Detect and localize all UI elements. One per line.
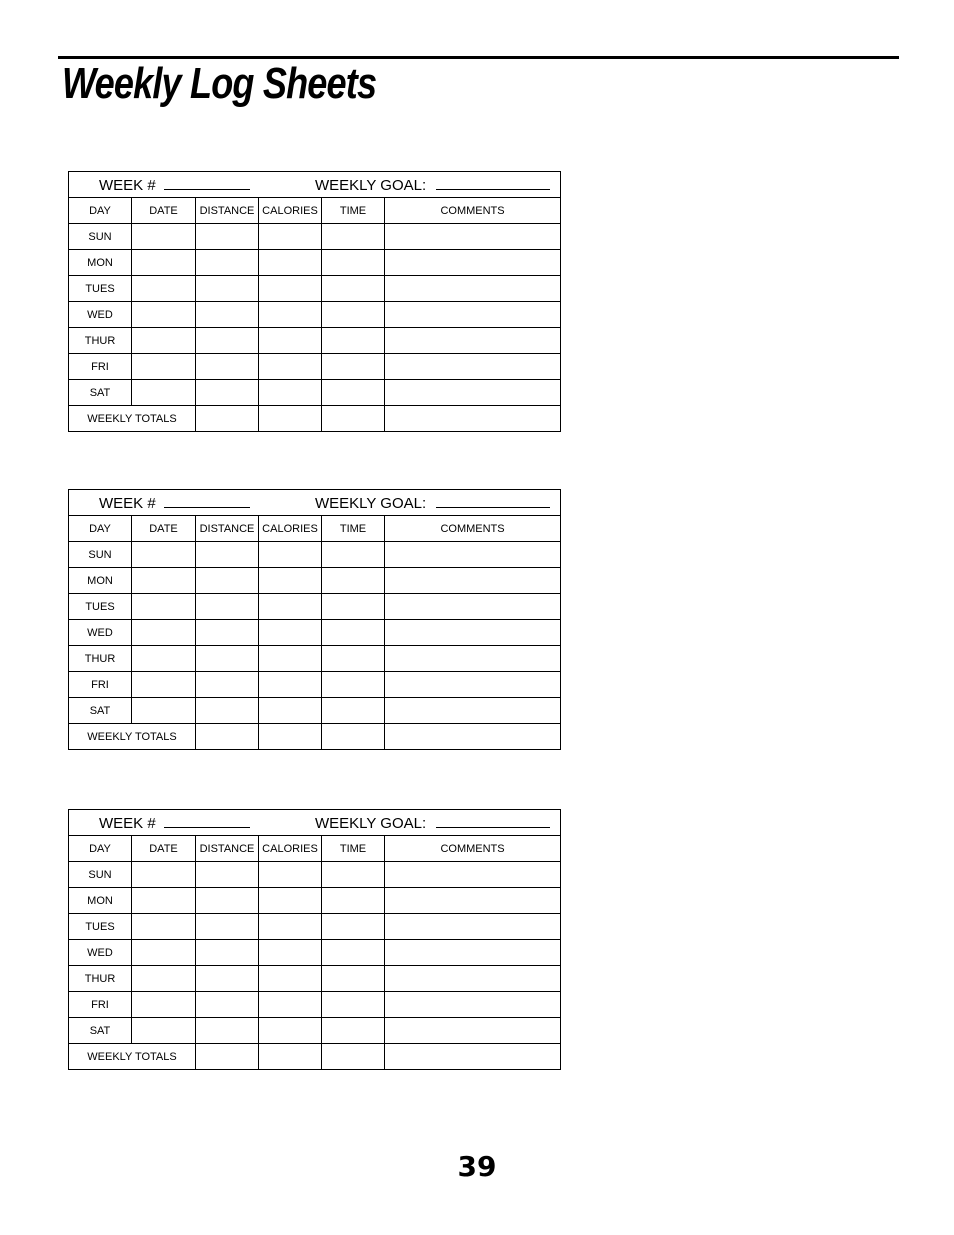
log-entry-cell[interactable] bbox=[196, 862, 259, 888]
total-entry-cell[interactable] bbox=[259, 1044, 322, 1070]
column-header: DATE bbox=[132, 836, 196, 862]
column-header: DISTANCE bbox=[196, 836, 259, 862]
log-entry-cell[interactable] bbox=[132, 646, 196, 672]
totals-row bbox=[69, 406, 561, 432]
log-entry-cell[interactable] bbox=[259, 594, 322, 620]
table-row bbox=[69, 862, 561, 888]
log-entry-cell[interactable] bbox=[196, 672, 259, 698]
log-entry-cell[interactable] bbox=[322, 966, 385, 992]
weekly-totals-label: WEEKLY TOTALS bbox=[69, 1044, 196, 1070]
log-entry-cell[interactable] bbox=[132, 380, 196, 406]
log-entry-cell[interactable] bbox=[196, 250, 259, 276]
week-number-label: WEEK # bbox=[99, 177, 156, 194]
log-entry-cell[interactable] bbox=[322, 888, 385, 914]
table-row bbox=[69, 1018, 561, 1044]
day-label: TUES bbox=[69, 914, 132, 940]
log-entry-cell[interactable] bbox=[385, 328, 561, 354]
log-entry-cell[interactable] bbox=[132, 328, 196, 354]
log-entry-cell[interactable] bbox=[132, 594, 196, 620]
total-entry-cell[interactable] bbox=[196, 406, 259, 432]
week-number-field[interactable] bbox=[164, 827, 250, 828]
log-entry-cell[interactable] bbox=[385, 380, 561, 406]
table-row bbox=[69, 672, 561, 698]
total-entry-cell[interactable] bbox=[322, 724, 385, 750]
day-label: WED bbox=[69, 620, 132, 646]
log-entry-cell[interactable] bbox=[196, 542, 259, 568]
total-entry-cell[interactable] bbox=[259, 406, 322, 432]
table-row bbox=[69, 302, 561, 328]
log-entry-cell[interactable] bbox=[259, 862, 322, 888]
total-entry-cell[interactable] bbox=[385, 406, 561, 432]
day-label: SAT bbox=[69, 1018, 132, 1044]
log-entry-cell[interactable] bbox=[132, 250, 196, 276]
total-entry-cell[interactable] bbox=[322, 1044, 385, 1070]
day-label: MON bbox=[69, 250, 132, 276]
log-entry-cell[interactable] bbox=[259, 672, 322, 698]
column-header: DAY bbox=[69, 836, 132, 862]
log-entry-cell[interactable] bbox=[196, 380, 259, 406]
log-entry-cell[interactable] bbox=[385, 940, 561, 966]
log-entry-cell[interactable] bbox=[196, 1018, 259, 1044]
log-entry-cell[interactable] bbox=[132, 992, 196, 1018]
log-entry-cell[interactable] bbox=[259, 542, 322, 568]
column-header: DISTANCE bbox=[196, 516, 259, 542]
log-entry-cell[interactable] bbox=[322, 992, 385, 1018]
day-label: SUN bbox=[69, 862, 132, 888]
table-row bbox=[69, 620, 561, 646]
column-header: DAY bbox=[69, 198, 132, 224]
log-entry-cell[interactable] bbox=[196, 302, 259, 328]
column-header: DATE bbox=[132, 198, 196, 224]
log-entry-cell[interactable] bbox=[385, 646, 561, 672]
day-label: FRI bbox=[69, 992, 132, 1018]
table-row bbox=[69, 250, 561, 276]
log-entry-cell[interactable] bbox=[196, 568, 259, 594]
log-entry-cell[interactable] bbox=[322, 620, 385, 646]
table-row bbox=[69, 698, 561, 724]
log-entry-cell[interactable] bbox=[322, 380, 385, 406]
weekly-goal-label: WEEKLY GOAL: bbox=[315, 495, 427, 512]
log-entry-cell[interactable] bbox=[196, 328, 259, 354]
log-entry-cell[interactable] bbox=[322, 672, 385, 698]
day-label: SAT bbox=[69, 698, 132, 724]
log-entry-cell[interactable] bbox=[322, 542, 385, 568]
log-entry-cell[interactable] bbox=[385, 620, 561, 646]
column-header: TIME bbox=[322, 836, 385, 862]
day-label: THUR bbox=[69, 966, 132, 992]
log-entry-cell[interactable] bbox=[132, 940, 196, 966]
log-entry-cell[interactable] bbox=[385, 914, 561, 940]
log-entry-cell[interactable] bbox=[132, 672, 196, 698]
total-entry-cell[interactable] bbox=[385, 724, 561, 750]
log-entry-cell[interactable] bbox=[385, 302, 561, 328]
table-row bbox=[69, 276, 561, 302]
log-entry-cell[interactable] bbox=[132, 354, 196, 380]
total-entry-cell[interactable] bbox=[322, 406, 385, 432]
column-header: TIME bbox=[322, 198, 385, 224]
weekly-totals-label: WEEKLY TOTALS bbox=[69, 724, 196, 750]
log-entry-cell[interactable] bbox=[385, 250, 561, 276]
log-entry-cell[interactable] bbox=[259, 698, 322, 724]
log-entry-cell[interactable] bbox=[322, 862, 385, 888]
log-entry-cell[interactable] bbox=[132, 1018, 196, 1044]
log-entry-cell[interactable] bbox=[385, 888, 561, 914]
log-entry-cell[interactable] bbox=[196, 940, 259, 966]
table-row bbox=[69, 224, 561, 250]
log-entry-cell[interactable] bbox=[132, 542, 196, 568]
log-entry-cell[interactable] bbox=[196, 276, 259, 302]
column-header: CALORIES bbox=[259, 836, 322, 862]
log-entry-cell[interactable] bbox=[259, 328, 322, 354]
log-entry-cell[interactable] bbox=[322, 698, 385, 724]
log-entry-cell[interactable] bbox=[385, 862, 561, 888]
log-entry-cell[interactable] bbox=[259, 914, 322, 940]
table-row bbox=[69, 992, 561, 1018]
log-entry-cell[interactable] bbox=[132, 620, 196, 646]
weekly-goal-field[interactable] bbox=[436, 189, 550, 190]
log-entry-cell[interactable] bbox=[322, 594, 385, 620]
table-row bbox=[69, 568, 561, 594]
log-entry-cell[interactable] bbox=[196, 594, 259, 620]
log-entry-cell[interactable] bbox=[385, 672, 561, 698]
day-label: THUR bbox=[69, 328, 132, 354]
log-entry-cell[interactable] bbox=[385, 966, 561, 992]
table-row bbox=[69, 914, 561, 940]
log-entry-cell[interactable] bbox=[322, 224, 385, 250]
log-entry-cell[interactable] bbox=[196, 620, 259, 646]
column-header: DISTANCE bbox=[196, 198, 259, 224]
day-label: THUR bbox=[69, 646, 132, 672]
log-entry-cell[interactable] bbox=[385, 542, 561, 568]
weekly-goal-field[interactable] bbox=[436, 827, 550, 828]
log-entry-cell[interactable] bbox=[259, 1018, 322, 1044]
column-header: CALORIES bbox=[259, 198, 322, 224]
day-label: SAT bbox=[69, 380, 132, 406]
day-label: TUES bbox=[69, 594, 132, 620]
log-entry-cell[interactable] bbox=[322, 250, 385, 276]
page-number: 39 bbox=[457, 1150, 497, 1183]
day-label: MON bbox=[69, 888, 132, 914]
log-entry-cell[interactable] bbox=[196, 888, 259, 914]
week-header bbox=[69, 172, 561, 198]
log-entry-cell[interactable] bbox=[385, 224, 561, 250]
log-entry-cell[interactable] bbox=[385, 992, 561, 1018]
log-entry-cell[interactable] bbox=[322, 302, 385, 328]
log-entry-cell[interactable] bbox=[259, 992, 322, 1018]
log-entry-cell[interactable] bbox=[132, 568, 196, 594]
log-entry-cell[interactable] bbox=[322, 914, 385, 940]
log-entry-cell[interactable] bbox=[385, 1018, 561, 1044]
log-entry-cell[interactable] bbox=[385, 568, 561, 594]
log-entry-cell[interactable] bbox=[259, 620, 322, 646]
log-entry-cell[interactable] bbox=[322, 568, 385, 594]
total-entry-cell[interactable] bbox=[196, 724, 259, 750]
column-header: COMMENTS bbox=[385, 516, 561, 542]
log-entry-cell[interactable] bbox=[322, 646, 385, 672]
total-entry-cell[interactable] bbox=[259, 724, 322, 750]
table-row bbox=[69, 380, 561, 406]
table-row bbox=[69, 888, 561, 914]
weekly-goal-field[interactable] bbox=[436, 507, 550, 508]
log-entry-cell[interactable] bbox=[259, 354, 322, 380]
log-entry-cell[interactable] bbox=[322, 1018, 385, 1044]
log-entry-cell[interactable] bbox=[322, 328, 385, 354]
weekly-log-table bbox=[68, 171, 561, 432]
log-entry-cell[interactable] bbox=[259, 888, 322, 914]
total-entry-cell[interactable] bbox=[385, 1044, 561, 1070]
week-number-field[interactable] bbox=[164, 507, 250, 508]
log-entry-cell[interactable] bbox=[259, 966, 322, 992]
log-entry-cell[interactable] bbox=[322, 940, 385, 966]
week-number-label: WEEK # bbox=[99, 815, 156, 832]
column-header: DAY bbox=[69, 516, 132, 542]
table-row bbox=[69, 646, 561, 672]
weekly-log-table bbox=[68, 809, 561, 1070]
table-row bbox=[69, 594, 561, 620]
log-entry-cell[interactable] bbox=[259, 646, 322, 672]
log-entry-cell[interactable] bbox=[196, 992, 259, 1018]
log-entry-cell[interactable] bbox=[196, 698, 259, 724]
log-entry-cell[interactable] bbox=[259, 224, 322, 250]
log-entry-cell[interactable] bbox=[385, 276, 561, 302]
log-entry-cell[interactable] bbox=[322, 276, 385, 302]
column-header: DATE bbox=[132, 516, 196, 542]
table-row bbox=[69, 966, 561, 992]
day-label: SUN bbox=[69, 224, 132, 250]
day-label: TUES bbox=[69, 276, 132, 302]
log-entry-cell[interactable] bbox=[132, 224, 196, 250]
column-header: COMMENTS bbox=[385, 198, 561, 224]
week-number-label: WEEK # bbox=[99, 495, 156, 512]
column-header: TIME bbox=[322, 516, 385, 542]
log-entry-cell[interactable] bbox=[132, 966, 196, 992]
log-entry-cell[interactable] bbox=[259, 250, 322, 276]
log-entry-cell[interactable] bbox=[132, 888, 196, 914]
weekly-totals-label: WEEKLY TOTALS bbox=[69, 406, 196, 432]
week-header bbox=[69, 490, 561, 516]
log-entry-cell[interactable] bbox=[132, 914, 196, 940]
weekly-goal-label: WEEKLY GOAL: bbox=[315, 815, 427, 832]
log-entry-cell[interactable] bbox=[132, 302, 196, 328]
week-header bbox=[69, 810, 561, 836]
column-header: CALORIES bbox=[259, 516, 322, 542]
day-label: MON bbox=[69, 568, 132, 594]
totals-row bbox=[69, 724, 561, 750]
log-entry-cell[interactable] bbox=[259, 302, 322, 328]
log-entry-cell[interactable] bbox=[322, 354, 385, 380]
log-entry-cell[interactable] bbox=[196, 224, 259, 250]
log-entry-cell[interactable] bbox=[196, 966, 259, 992]
weekly-log-table bbox=[68, 489, 561, 750]
weekly-goal-label: WEEKLY GOAL: bbox=[315, 177, 427, 194]
page-title: Weekly Log Sheets bbox=[62, 59, 377, 108]
table-row bbox=[69, 354, 561, 380]
totals-row bbox=[69, 1044, 561, 1070]
day-label: WED bbox=[69, 302, 132, 328]
log-entry-cell[interactable] bbox=[196, 354, 259, 380]
column-header: COMMENTS bbox=[385, 836, 561, 862]
log-entry-cell[interactable] bbox=[259, 940, 322, 966]
log-entry-cell[interactable] bbox=[196, 646, 259, 672]
log-entry-cell[interactable] bbox=[259, 568, 322, 594]
log-entry-cell[interactable] bbox=[259, 380, 322, 406]
day-label: FRI bbox=[69, 672, 132, 698]
day-label: SUN bbox=[69, 542, 132, 568]
log-entry-cell[interactable] bbox=[385, 354, 561, 380]
log-entry-cell[interactable] bbox=[385, 594, 561, 620]
log-entry-cell[interactable] bbox=[132, 276, 196, 302]
log-entry-cell[interactable] bbox=[196, 914, 259, 940]
total-entry-cell[interactable] bbox=[196, 1044, 259, 1070]
table-row bbox=[69, 542, 561, 568]
day-label: FRI bbox=[69, 354, 132, 380]
table-row bbox=[69, 940, 561, 966]
day-label: WED bbox=[69, 940, 132, 966]
log-entry-cell[interactable] bbox=[385, 698, 561, 724]
log-entry-cell[interactable] bbox=[132, 698, 196, 724]
log-entry-cell[interactable] bbox=[132, 862, 196, 888]
log-entry-cell[interactable] bbox=[259, 276, 322, 302]
week-number-field[interactable] bbox=[164, 189, 250, 190]
table-row bbox=[69, 328, 561, 354]
